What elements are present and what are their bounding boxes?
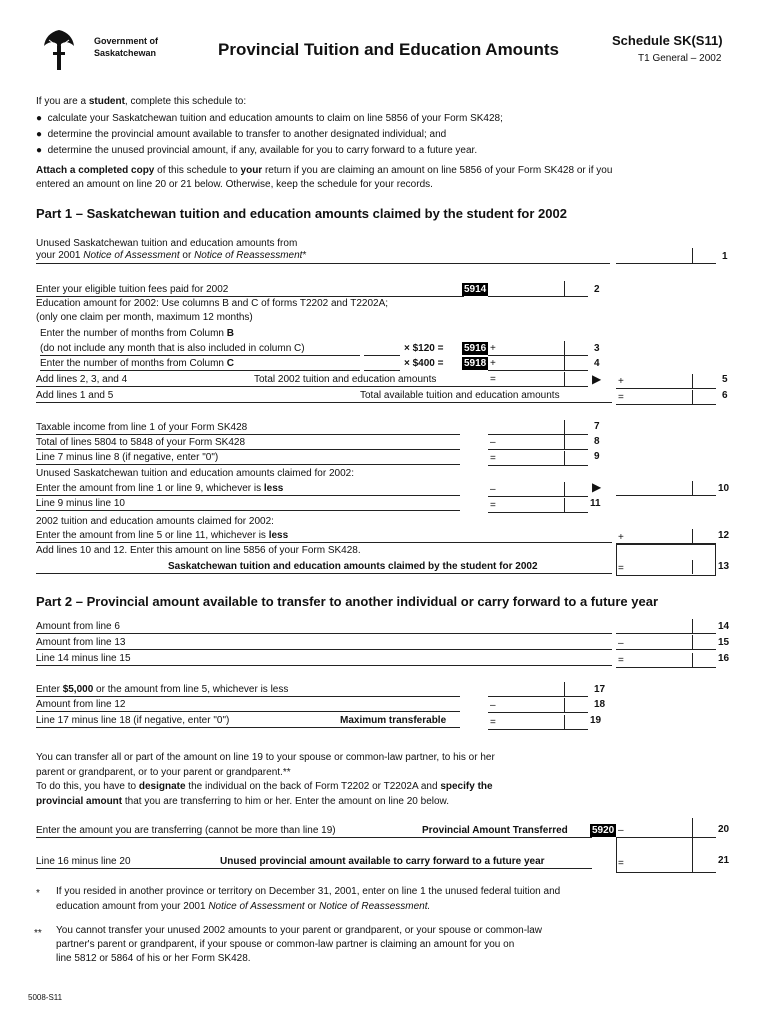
line18-op: – [490,700,496,711]
line6-field[interactable] [628,390,716,402]
line20-op: – [618,825,624,836]
intro-bullet-2: ● determine the provincial amount available to transfer to another designated individual; and [36,129,447,140]
unused-amounts-heading: Unused Saskatchewan tuition and education amounts claimed for 2002: [36,468,354,479]
line4-op: + [490,358,496,369]
line1-label-b: your 2001 Notice of Assessment or Notice of Reassessment* [36,250,307,261]
attach-note-1: Attach a completed copy of this schedule to your return if you are claiming an amount on line 5856 of your Form SK428 or if you [36,165,613,176]
line-number-5: 5 [722,374,728,385]
line13-eq: = [618,563,624,574]
transfer-para-1: You can transfer all or part of the amount on line 19 to your spouse or common-law partner, to his or her [36,752,495,763]
line-number-1: 1 [722,251,728,262]
line5-eq: = [490,374,496,385]
line21-field[interactable] [628,856,716,868]
line16-label: Line 14 minus line 15 [36,653,131,664]
line8-field[interactable] [500,437,588,449]
line10-sub-field[interactable] [500,483,588,495]
schedule-id: Schedule SK(S11) [612,33,723,48]
gov-line-1: Government of [94,36,159,46]
line5-arrow-icon: ▶ [592,372,602,386]
footnote-marker-2: ** [34,928,42,939]
line10-label: Enter the amount from line 1 or line 9, whichever is less [36,483,284,494]
claimed-amounts-heading: 2002 tuition and education amounts claimed for 2002: [36,516,274,527]
line17-field[interactable] [488,684,588,696]
line17-label: Enter $5,000 or the amount from line 5, whichever is less [36,684,289,695]
footnote-1-b: education amount from your 2001 Notice of Assessment or Notice of Reassessment. [56,901,431,912]
line11-eq: = [490,500,496,511]
line-number-21: 21 [718,855,730,866]
transfer-para-2: parent or grandparent, or to your parent or grandparent.** [36,767,291,778]
line12-field[interactable] [628,530,716,542]
intro-bullet-3: ● determine the unused provincial amount, if any, available for you to carry forward to a future year. [36,145,478,156]
footnote-1-a: If you resided in another province or territory on December 31, 2001, enter on line 1 the unused federal tuition and [56,886,561,897]
line11-label: Line 9 minus line 10 [36,498,125,509]
line19-eq: = [490,717,496,728]
line15-op: – [618,638,624,649]
line-number-9: 9 [594,451,600,462]
code-5918: 5918 [464,358,487,369]
line5-left-label: Add lines 2, 3, and 4 [36,374,128,385]
line4-label: Enter the number of months from Column C [40,358,234,369]
line3-field[interactable] [500,343,588,355]
line-number-4: 4 [594,358,600,369]
line-number-15: 15 [718,637,730,648]
line6-left-label: Add lines 1 and 5 [36,390,114,401]
line15-label: Amount from line 13 [36,637,126,648]
line19-label: Line 17 minus line 18 (if negative, enter "0") [36,715,230,726]
line5-field[interactable] [628,374,716,386]
line12-label: Enter the amount from line 5 or line 11, whichever is less [36,530,289,541]
education-desc-b: (only one claim per month, maximum 12 months) [36,312,253,323]
line20-field[interactable] [628,825,716,837]
line-number-10: 10 [718,483,730,494]
line9-eq: = [490,453,496,464]
line5-op: + [618,376,624,387]
line-number-16: 16 [718,653,730,664]
line15-field[interactable] [628,637,716,649]
line-number-18: 18 [594,699,606,710]
line4-field[interactable] [500,358,588,370]
line6-mid-label: Total available tuition and education amounts [360,390,560,401]
attach-note-2: entered an amount on line 20 or 21 below. Otherwise, keep the schedule for your records. [36,179,433,190]
line21-carry-forward-label: Unused provincial amount available to carry forward to a future year [220,856,545,867]
line-number-12: 12 [718,530,730,541]
line14-field[interactable] [616,621,716,633]
line20-label: Enter the amount you are transferring (cannot be more than line 19) [36,825,336,836]
line3-op: + [490,343,496,354]
line-number-20: 20 [718,824,730,835]
line13-label-a: Add lines 10 and 12. Enter this amount on line 5856 of your Form SK428. [36,545,361,556]
line19-field[interactable] [500,715,588,727]
line13-label-b: Saskatchewan tuition and education amounts claimed by the student for 2002 [168,561,538,572]
line3-label-a: Enter the number of months from Column B [40,328,234,339]
line9-field[interactable] [500,452,588,464]
part2-heading: Part 2 – Provincial amount available to transfer to another individual or carry forward to a future year [36,594,659,609]
line-number-7: 7 [594,421,600,432]
line4-multiplier: × $400 = [404,358,444,369]
line1-label-a: Unused Saskatchewan tuition and education amounts from [36,238,298,249]
page-title: Provincial Tuition and Education Amounts [218,40,559,59]
line21-label: Line 16 minus line 20 [36,856,131,867]
line10-field[interactable] [616,482,716,494]
footnote-marker-1: * [36,888,40,899]
code-5914: 5914 [464,284,487,295]
code-5916: 5916 [464,343,487,354]
line3-months-field[interactable] [364,343,400,355]
wheat-sheaf-logo [42,28,76,72]
line16-eq: = [618,655,624,666]
line10-arrow-icon: ▶ [592,480,602,494]
line13-total-box[interactable] [616,544,716,576]
footnote-2-c: line 5812 or 5864 of his or her Form SK428. [56,953,251,964]
line2-label: Enter your eligible tuition fees paid for 2002 [36,284,229,295]
line-number-17: 17 [594,684,606,695]
line5-mid-label: Total 2002 tuition and education amounts [254,374,437,385]
intro-bullet-1: ● calculate your Saskatchewan tuition and education amounts to claim on line 5856 of your Form SK428; [36,113,503,124]
line-number-13: 13 [718,561,730,572]
line3-label-b: (do not include any month that is also included in column C) [40,343,305,354]
line-number-8: 8 [594,436,600,447]
education-desc-a: Education amount for 2002: Use columns B and C of forms T2202 and T2202A; [36,298,389,309]
line21-eq: = [618,858,624,869]
line7-label: Taxable income from line 1 of your Form SK428 [36,422,248,433]
line1-field[interactable] [616,250,716,262]
line18-label: Amount from line 12 [36,699,126,710]
line3-multiplier: × $120 = [404,343,444,354]
line9-label: Line 7 minus line 8 (if negative, enter "0") [36,452,219,463]
line20-transferred-label: Provincial Amount Transferred [422,825,568,836]
line14-label: Amount from line 6 [36,621,120,632]
line-number-11: 11 [590,498,601,509]
form-page [26,22,742,1006]
gov-line-2: Saskatchewan [94,48,157,58]
line12-op: + [618,532,624,543]
line4-months-field[interactable] [364,358,400,370]
footnote-2-a: You cannot transfer your unused 2002 amounts to your parent or grandparent, or your spouse or common-law [56,925,543,936]
line5-subtotal-field[interactable] [500,374,588,386]
line16-field[interactable] [628,653,716,665]
code-5920: 5920 [592,825,615,836]
part1-heading: Part 1 – Saskatchewan tuition and education amounts claimed by the student for 2002 [36,206,567,221]
form-number: 5008-S11 [28,993,63,1002]
transfer-para-4: provincial amount that you are transferring to him or her. Enter the amount on line 20 below. [36,796,449,807]
line8-op: – [490,437,496,448]
line11-field[interactable] [500,498,588,510]
footnote-2-b: partner's parent or grandparent, if your spouse or common-law partner is claiming an amount for you on [56,939,515,950]
line7-field[interactable] [488,422,588,434]
intro-lead: If you are a student, complete this schedule to: [36,96,247,107]
line10-op: – [490,484,496,495]
line19-max-label: Maximum transferable [340,715,447,726]
line6-eq: = [618,392,624,403]
transfer-para-3: To do this, you have to designate the individual on the back of Form T2202 or T2202A and specify the [36,781,493,792]
line-number-3: 3 [594,343,600,354]
line-number-6: 6 [722,390,728,401]
form-year: T1 General – 2002 [638,53,722,64]
line8-label: Total of lines 5804 to 5848 of your Form SK428 [36,437,246,448]
line-number-14: 14 [718,621,730,632]
line2-field[interactable] [488,284,588,296]
line-number-2: 2 [594,284,600,295]
line18-field[interactable] [500,699,588,711]
line-number-19: 19 [590,715,602,726]
